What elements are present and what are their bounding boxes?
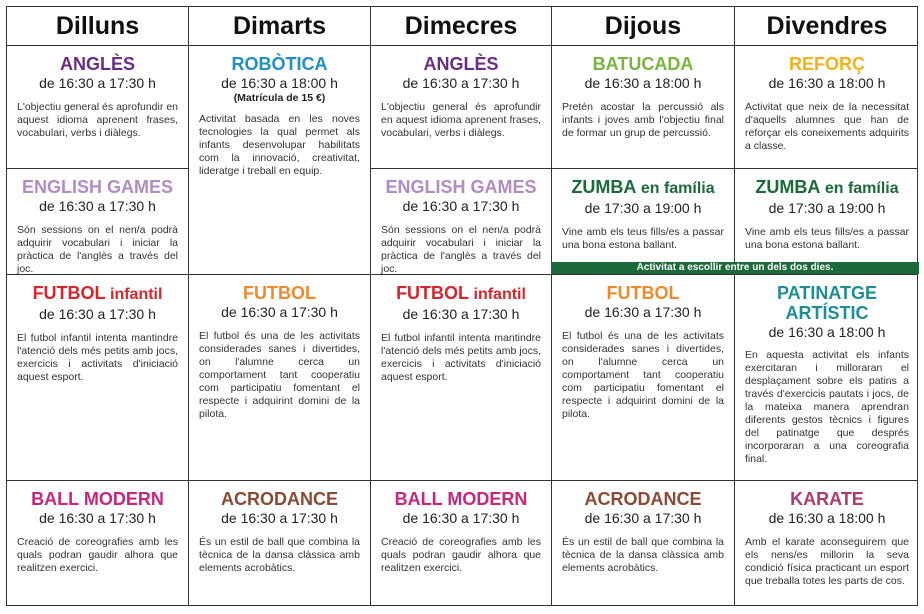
- activity-cell-batucada: [552, 46, 734, 168]
- activity-title: ACRODANCE: [221, 489, 338, 509]
- activity-title: ANGLÈS: [423, 54, 499, 74]
- day-header-friday: Divendres: [766, 11, 888, 40]
- day-header-wednesday: Dimecres: [404, 11, 518, 40]
- activity-title: FUTBOL: [243, 283, 316, 303]
- activity-cell-modern-dance: [371, 481, 551, 605]
- activity-time: de 16:30 a 18:00 h: [768, 75, 886, 91]
- activity-description: Pretén acostar la percussió als infants i joves amb l'objectiu final de formar un grup de percussió.: [562, 101, 724, 139]
- activity-time: de 16:30 a 17:30 h: [402, 75, 520, 91]
- activity-time: de 16:30 a 17:30 h: [39, 75, 156, 91]
- activity-description: L'objectiu general és aprofundir en aquest idioma aprenent frases, vocabulari, verbs i diàlegs.: [381, 101, 541, 139]
- activity-title: BALL MODERN: [31, 489, 164, 509]
- activity-cell-acrodance: [189, 481, 370, 605]
- activity-time: de 16:30 a 17:30 h: [402, 510, 520, 526]
- activity-cell-english-games: [7, 169, 188, 274]
- activity-description: El futbol és una de les activitats considerades sanes i divertides, on l'alumne cerca un comportament tant cooperatiu com participatiu fomentant el respecte i adquirint domini de la pilota.: [199, 330, 360, 420]
- activity-time: de 16:30 a 18:00 h: [584, 75, 702, 91]
- activity-time: de 16:30 a 17:30 h: [39, 198, 156, 214]
- activity-time: de 16:30 a 17:30 h: [584, 304, 702, 320]
- activity-title: ANGLÈS: [59, 54, 135, 74]
- activity-time: de 16:30 a 17:30 h: [221, 510, 338, 526]
- activity-time: de 16:30 a 18:00 h: [768, 510, 886, 526]
- activity-description: En aquesta activitat els infants exercitaran i milloraran el desplaçament sobre els patins a través d'exercicis pautats i jocs, de la mateixa manera aprendran diferents gestos tècnics i figures del patinatge que després incorporaran a una coreografia final.: [745, 349, 909, 465]
- activity-cell-artistic-skating: [735, 275, 919, 480]
- activity-title: [17, 283, 178, 305]
- activity-cell-robotics: [189, 46, 370, 274]
- activity-time: de 16:30 a 17:30 h: [402, 306, 520, 322]
- activity-description: Creació de coreografies amb les quals podran gaudir alhora que realitzen exercici.: [381, 536, 541, 574]
- activity-cell-karate: [735, 481, 919, 605]
- activity-cell-english-games: [371, 169, 551, 274]
- activity-cell-football: [189, 275, 370, 480]
- activity-cell-kids-football: [7, 275, 188, 480]
- activity-cell-reinforcement: [735, 46, 919, 168]
- activity-time: de 16:30 a 17:30 h: [402, 198, 520, 214]
- activity-description: El futbol és una de les activitats considerades sanes i divertides, on l'alumne cerca un comportament tant cooperatiu com participatiu fomentant el respecte i adquirint domini de la pilota.: [562, 330, 724, 420]
- activity-title-main: FUTBOL: [32, 283, 106, 303]
- activity-title: ENGLISH GAMES: [385, 177, 537, 197]
- activity-cell-football: [552, 275, 734, 480]
- activity-time: de 16:30 a 17:30 h: [39, 510, 156, 526]
- activity-description: Són sessions on el nen/a podrà adquirir vocabulari i iniciar la pràctica de l'anglès a través del joc.: [17, 224, 178, 275]
- activity-time: de 16:30 a 18:00 h: [768, 324, 886, 340]
- activity-cell-english: [7, 46, 188, 168]
- activity-description: És un estil de ball que combina la tècnica de la dansa clàssica amb elements acrobàtics.: [562, 536, 724, 574]
- activity-description: Vine amb els teus fills/es a passar una bona estona ballant.: [745, 226, 909, 251]
- activity-time: de 16:30 a 17:30 h: [584, 510, 702, 526]
- activity-title-suffix: en família: [636, 180, 715, 197]
- activity-title: ENGLISH GAMES: [21, 177, 173, 197]
- activity-time: de 17:30 a 19:00 h: [584, 200, 702, 216]
- activity-time: de 16:30 a 17:30 h: [221, 304, 338, 320]
- activity-description: L'objectiu general és aprofundir en aquest idioma aprenent frases, vocabulari, verbs i diàlegs.: [17, 101, 178, 139]
- activity-title-suffix: infantil: [105, 286, 163, 303]
- activity-description: Activitat basada en les noves tecnologies la qual permet als infants desenvolupar habilitats com la innovació, creativitat, lideratge i treball en equip.: [199, 113, 360, 177]
- activity-time: de 16:30 a 18:00 h: [221, 75, 338, 91]
- activity-title: ROBÒTICA: [231, 54, 328, 74]
- activity-title-suffix: en família: [820, 180, 899, 197]
- activity-title: [745, 177, 909, 199]
- activity-title: KARATE: [790, 489, 864, 509]
- activity-title-main: ZUMBA: [571, 177, 637, 197]
- activity-cell-modern-dance: [7, 481, 188, 605]
- activity-title: PATINATGE: [777, 283, 877, 303]
- activity-description: Són sessions on el nen/a podrà adquirir vocabulari i iniciar la pràctica de l'anglès a través del joc.: [381, 224, 541, 275]
- schedule-table: [6, 6, 918, 606]
- activity-cell-acrodance: [552, 481, 734, 605]
- activity-cell-english: [371, 46, 551, 168]
- activity-title: [381, 283, 541, 305]
- activity-description: Amb el karate aconseguirem que els nens/es millorin la seva condició física practicant un esport que treballa totes les parts de cos.: [745, 536, 909, 587]
- activity-title-line2: ARTÍSTIC: [785, 303, 869, 323]
- activity-cell-kids-football: [371, 275, 551, 480]
- day-header-tuesday: Dimarts: [232, 11, 327, 40]
- activity-title: FUTBOL: [606, 283, 680, 303]
- day-header-thursday: Dijous: [604, 11, 682, 40]
- choose-one-day-banner: Activitat a escollir entre un dels dos dies.: [551, 262, 919, 274]
- activity-title: REFORÇ: [789, 54, 865, 74]
- activity-description: Vine amb els teus fills/es a passar una bona estona ballant.: [562, 226, 724, 251]
- enrollment-fee-note: (Matrícula de 15 €): [233, 92, 326, 104]
- activity-title-main: FUTBOL: [396, 283, 470, 303]
- activity-description: El futbol infantil intenta mantindre l'atenció dels més petits amb jocs, exercicis i activitats d'iniciació aquest esport.: [17, 332, 178, 383]
- activity-cell-zumba-family: [552, 169, 734, 262]
- activity-title: BATUCADA: [592, 54, 694, 74]
- activity-title: ACRODANCE: [584, 489, 702, 509]
- activity-title: BALL MODERN: [394, 489, 528, 509]
- activity-title-suffix: infantil: [469, 286, 526, 303]
- activity-cell-zumba-family: [735, 169, 919, 262]
- activity-title: [562, 177, 724, 199]
- activity-description: Activitat que neix de la necessitat d'aquells alumnes que han de reforçar els coneixements adquirits a classe.: [745, 101, 909, 152]
- activity-description: El futbol infantil intenta mantindre l'atenció dels més petits amb jocs, exercicis i activitats d'iniciació aquest esport.: [381, 332, 541, 383]
- day-header-monday: Dilluns: [55, 11, 140, 40]
- activity-description: És un estil de ball que combina la tècnica de la dansa clàssica amb elements acrobàtics.: [199, 536, 360, 574]
- activity-time: de 17:30 a 19:00 h: [768, 200, 886, 216]
- activity-title-main: ZUMBA: [755, 177, 821, 197]
- activity-time: de 16:30 a 17:30 h: [39, 306, 156, 322]
- activity-description: Creació de coreografies amb les quals podran gaudir alhora que realitzen exercici.: [17, 536, 178, 574]
